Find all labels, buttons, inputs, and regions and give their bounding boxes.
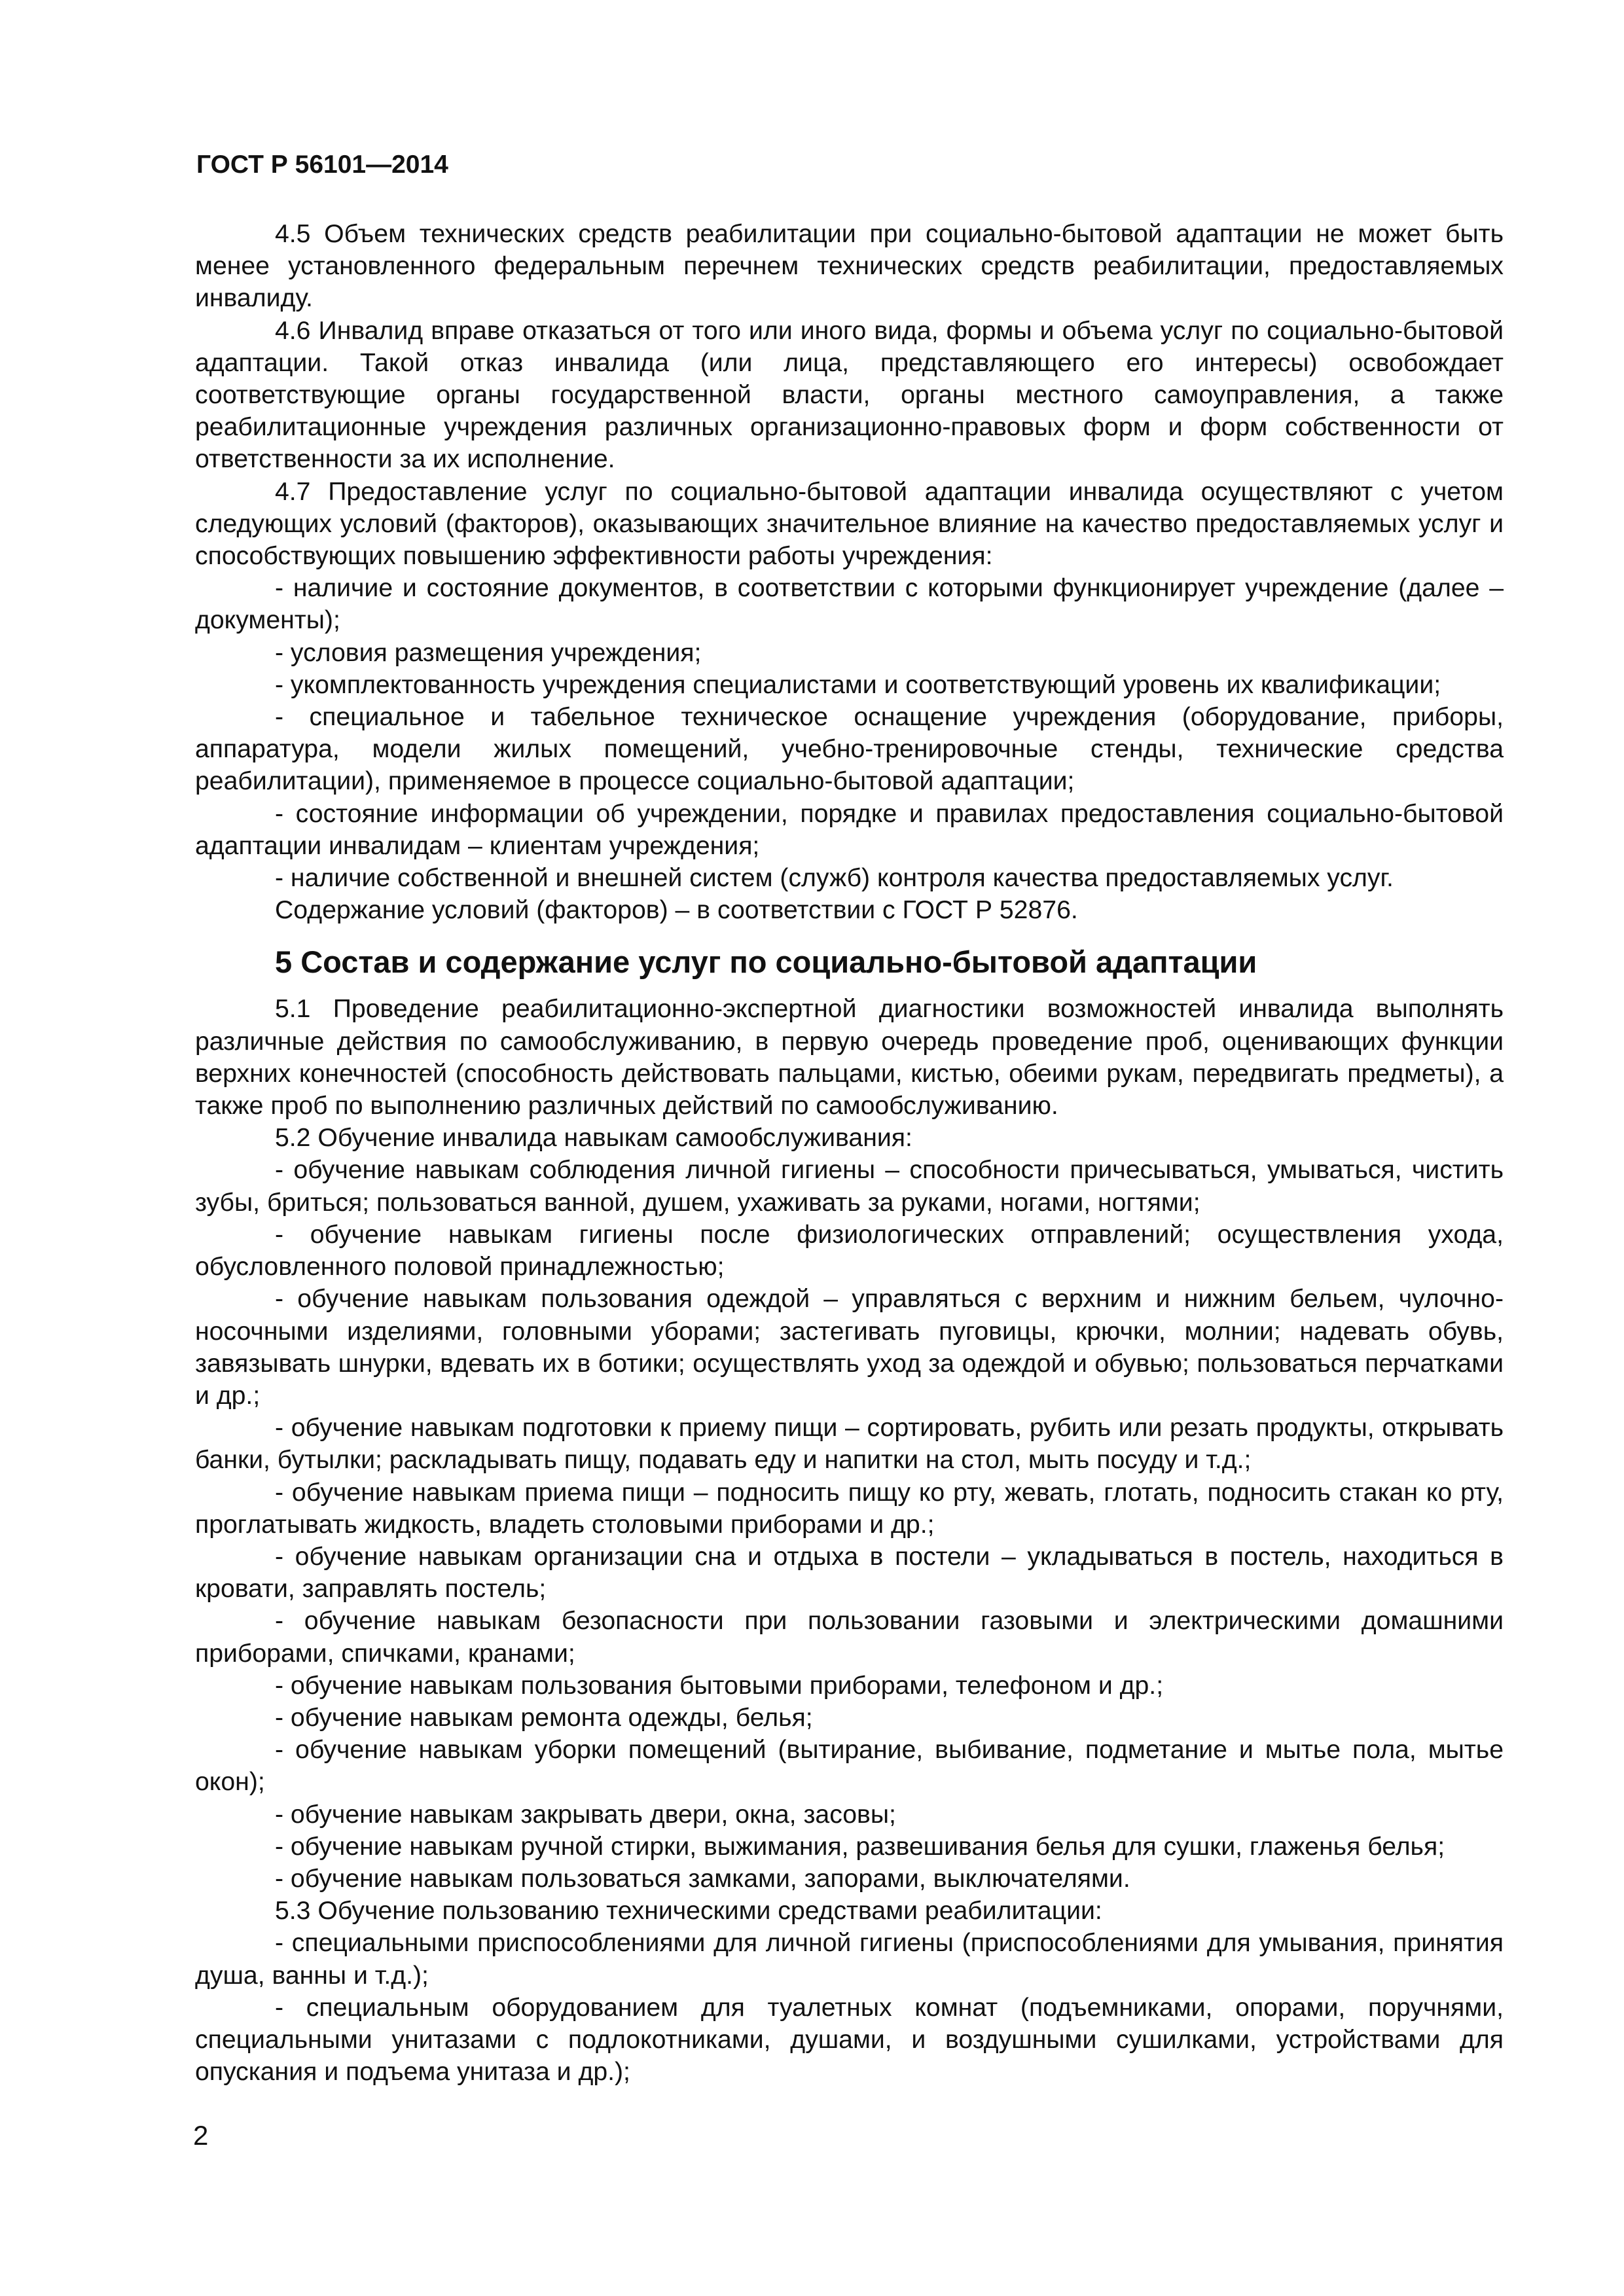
list-item: - обучение навыкам закрывать двери, окна, засовы; bbox=[275, 1800, 896, 1829]
list-item: - состояние информации об учреждении, порядке и правилах предоставления социально-бытовой адаптации инвалидам – клиентам учреждения; bbox=[195, 799, 1504, 860]
list-item: - специальное и табельное техническое оснащение учреждения (оборудование, приборы, аппаратура, модели жилых помещений, учебно-тренировочные стенды, технические средства реабилитации), применяемое в процессе социально-бытовой адаптации; bbox=[195, 703, 1504, 796]
paragraph-4-6: 4.6 Инвалид вправе отказаться от того или иного вида, формы и объема услуг по социально-бытовой адаптации. Такой отказ инвалида (или лица, представляющего его интересы) освобождает соответствующие органы государственной власти, органы местного самоуправления, а также реабилитационные учреждения различных организационно-правовых форм и форм собственности от ответственности за их исполнение. bbox=[195, 316, 1504, 474]
paragraph-conditions-content: Содержание условий (факторов) – в соответствии с ГОСТ Р 52876. bbox=[275, 896, 1078, 925]
paragraph-5-3: 5.3 Обучение пользованию техническими средствами реабилитации: bbox=[275, 1897, 1102, 1926]
list-item: - специальными приспособлениями для личной гигиены (приспособлениями для умывания, принятия душа, ванны и т.д.); bbox=[195, 1929, 1504, 1990]
list-item: - обучение навыкам организации сна и отдыха в постели – укладываться в постель, находиться в кровати, заправлять постель; bbox=[195, 1542, 1504, 1604]
list-item: - обучение навыкам ручной стирки, выжимания, развешивания белья для сушки, глаженья белья; bbox=[275, 1832, 1445, 1861]
list-item: - обучение навыкам соблюдения личной гигиены – способности причесываться, умываться, чистить зубы, бриться; пользоваться ванной, душем, ухаживать за руками, ногами, ногтями; bbox=[195, 1156, 1504, 1217]
paragraph-5-2: 5.2 Обучение инвалида навыкам самообслуживания: bbox=[275, 1124, 912, 1153]
list-item: - обучение навыкам уборки помещений (вытирание, выбивание, подметание и мытье пола, мытье окон); bbox=[195, 1736, 1504, 1797]
page-number: 2 bbox=[193, 2120, 209, 2151]
list-item: - обучение навыкам гигиены после физиологических отправлений; осуществления ухода, обусловленного половой принадлежностью; bbox=[195, 1220, 1504, 1282]
paragraph-5-1: 5.1 Проведение реабилитационно-экспертной диагностики возможностей инвалида выполнять различные действия по самообслуживанию, в первую очередь проведение проб, оценивающих функции верхних конечностей (способность действовать пальцами, кистью, обеими рукам, передвигать предметы), а также проб по выполнению различных действий по самообслуживанию. bbox=[195, 995, 1504, 1121]
section-title: 5 Состав и содержание услуг по социально-бытовой адаптации bbox=[275, 944, 1257, 980]
list-item: - специальным оборудованием для туалетных комнат (подъемниками, опорами, поручнями, специальными унитазами с подлокотниками, душами, и воздушными сушилками, устройствами для опускания и подъема унитаза и др.); bbox=[195, 1993, 1504, 2087]
list-item: - обучение навыкам безопасности при пользовании газовыми и электрическими домашними приборами, спичками, кранами; bbox=[195, 1607, 1504, 1668]
list-item: - укомплектованность учреждения специалистами и соответствующий уровень их квалификации; bbox=[275, 670, 1441, 699]
list-item: - обучение навыкам пользования одеждой – управляться с верхним и нижним бельем, чулочно-носочными изделиями, головными уборами; застегивать пуговицы, крючки, молнии; надевать обувь, завязывать шнурки, вдевать их в ботики; осуществлять уход за одеждой и обувью; пользоваться перчатками и др.; bbox=[195, 1285, 1504, 1410]
document-body bbox=[195, 218, 1504, 2088]
list-item: - обучение навыкам пользоваться замками, запорами, выключателями. bbox=[275, 1864, 1130, 1893]
document-header: ГОСТ Р 56101—2014 bbox=[196, 151, 448, 179]
list-item: - наличие и состояние документов, в соответствии с которыми функционирует учреждение (далее – документы); bbox=[195, 574, 1504, 635]
paragraph-4-5: 4.5 Объем технических средств реабилитации при социально-бытовой адаптации не может быть менее установленного федеральным перечнем технических средств реабилитации, предоставляемых инвалиду. bbox=[195, 220, 1504, 313]
list-item: - условия размещения учреждения; bbox=[275, 638, 702, 667]
list-item: - обучение навыкам приема пищи – подносить пищу ко рту, жевать, глотать, подносить стакан ко рту, проглатывать жидкость, владеть столовыми приборами и др.; bbox=[195, 1478, 1504, 1539]
list-item: - обучение навыкам пользования бытовыми приборами, телефоном и др.; bbox=[275, 1671, 1164, 1700]
list-item: - обучение навыкам подготовки к приему пищи – сортировать, рубить или резать продукты, открывать банки, бутылки; раскладывать пищу, подавать еду и напитки на стол, мыть посуду и т.д.; bbox=[195, 1414, 1504, 1475]
paragraph-4-7: 4.7 Предоставление услуг по социально-бытовой адаптации инвалида осуществляют с учетом следующих условий (факторов), оказывающих значительное влияние на качество предоставляемых услуг и способствующих повышению эффективности работы учреждения: bbox=[195, 477, 1504, 571]
list-item: - обучение навыкам ремонта одежды, белья; bbox=[275, 1703, 813, 1732]
list-item: - наличие собственной и внешней систем (служб) контроля качества предоставляемых услуг. bbox=[275, 864, 1394, 893]
